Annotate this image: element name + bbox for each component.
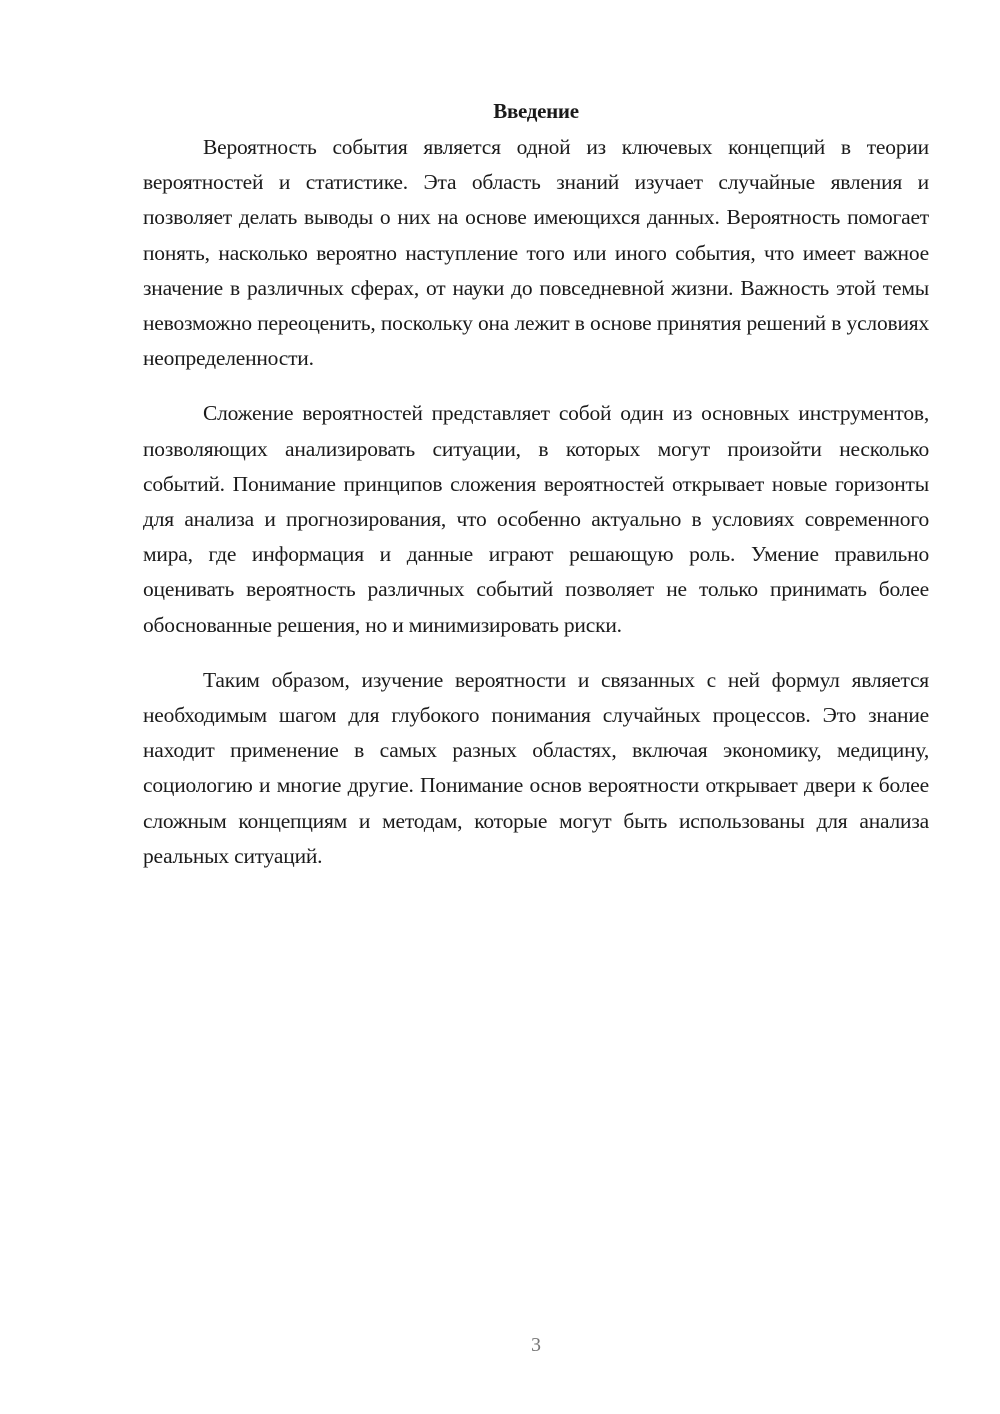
document-page [143,96,929,894]
page-number: 3 [531,1334,541,1356]
paragraph-1: Вероятность события является одной из ключевых концепций в теории вероятностей и статистике. Эта область знаний изучает случайные явления и позволяет делать выводы о них на основе имеющихся данных. Вероятность помогает понять, насколько вероятно наступление того или иного события, что имеет важное значение в различных сферах, от науки до повседневной жизни. Важность этой темы невозможно переоценить, поскольку она лежит в основе принятия решений в условиях неопределенности. [143,135,929,371]
section-title: Введение [493,99,579,123]
paragraph-2: Сложение вероятностей представляет собой один из основных инструментов, позволяющих анализировать ситуации, в которых могут произойти несколько событий. Понимание принципов сложения вероятностей открывает новые горизонты для анализа и прогнозирования, что особенно актуально в условиях современного мира, где информация и данные играют решающую роль. Умение правильно оценивать вероятность различных событий позволяет не только принимать более обоснованные решения, но и минимизировать риски. [143,401,929,637]
paragraph-3: Таким образом, изучение вероятности и связанных с ней формул является необходимым шагом для глубокого понимания случайных процессов. Это знание находит применение в самых разных областях, включая экономику, медицину, социологию и многие другие. Понимание основ вероятности открывает двери к более сложным концепциям и методам, которые могут быть использованы для анализа реальных ситуаций. [143,667,929,868]
